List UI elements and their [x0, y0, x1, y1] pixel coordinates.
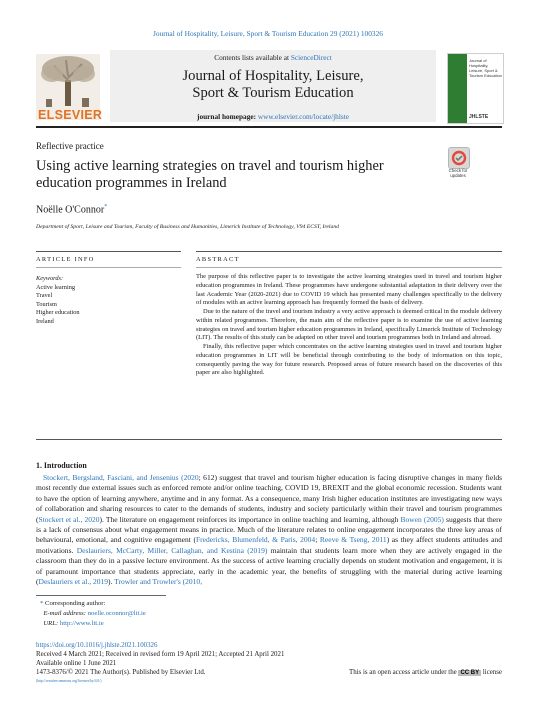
email-label: E-mail address: [43, 610, 87, 617]
intro-text: ). [99, 514, 104, 524]
author-mark[interactable]: * [104, 204, 108, 210]
cc-by-license-link[interactable]: CC BY [460, 670, 480, 676]
article-section: Reflective practice [36, 141, 104, 151]
footnote-rule [36, 595, 166, 596]
article-info-subrule [36, 267, 181, 268]
check-for-updates-button[interactable] [446, 147, 470, 178]
affiliation: Department of Sport, Leisure and Tourism, Faculty of Business and Humanities, Limerick Institute of Technology, V94 ECST, Ireland [36, 224, 340, 230]
abstract-end-rule [36, 439, 502, 440]
intro-text: ). [108, 577, 115, 587]
open-access-text: This is an open access article under the [348, 669, 457, 676]
intro-text: maintain that students learn more when they are actively engaged in the classroom than they do in a passive lecture environment. As the success of active learning crucially depends on student motivation and engagement, it is of paramount importance that students appreciate, early in the academic year, the benefits of struggling with the material during active learning ( [36, 545, 503, 587]
intro-text: ; 612) suggest that travel and tourism higher education is facing disruptive changes in many fields most recently due external issues such as enforced remote and/or online teaching, COVID 19, BREXIT and the global economic recession. Students want to have the option of learning anywhere, anytime and in any format. As a consequence, many Irish higher education institutes are investigating new ways of collaboration and sharing resources to cater to the demands of students, industry and society particularly within their travel and tourism programmes ( [36, 473, 502, 524]
journal-cover-thumbnail[interactable] [447, 53, 504, 124]
license-url[interactable]: (http://creativecommons.org/licenses/by/4.0/) [36, 679, 102, 683]
cover-stripe [448, 54, 467, 123]
copyright-line [36, 669, 502, 676]
check-updates-icon [448, 147, 470, 169]
article-info-rule [36, 251, 181, 252]
intro-text: ) as they affect students attitudes and motivations. [36, 535, 502, 555]
article-title: Using active learning strategies on travel and tourism higher education programmes in Ireland [36, 158, 384, 191]
intro-paragraph [36, 473, 502, 587]
introduction-heading: 1. Introduction [36, 461, 87, 470]
cover-abbreviation: JHLSTE [469, 114, 489, 120]
contents-line [110, 53, 436, 62]
journal-title[interactable] [110, 68, 436, 102]
header-rule [36, 126, 502, 128]
cover-title: Journal of Hospitality, Leisure, Sport & Tourism Education [469, 58, 502, 78]
keyword: Higher education [36, 309, 80, 317]
citation-link[interactable]: Trowler and Trowler's (2010, [114, 577, 203, 587]
intro-text: The literature on engagement reinforces its importance in online teaching and learning, although [105, 514, 401, 524]
introduction-body [36, 473, 502, 587]
citation-link[interactable]: Stockert et al., 2020 [38, 514, 100, 524]
footnote-corresponding [40, 599, 146, 609]
footnote-marker[interactable]: * [40, 600, 44, 607]
license-statement [349, 669, 502, 676]
journal-reference[interactable]: Journal of Hospitality, Leisure, Sport & Tourism Education 29 (2021) 100326 [153, 29, 383, 38]
license-word: license [482, 669, 502, 676]
journal-homepage [110, 112, 436, 121]
email-link[interactable]: noelle.oconnor@lit.ie [87, 610, 146, 617]
keywords-label: Keywords: [36, 275, 64, 282]
intro-text: ; [315, 535, 320, 545]
abstract-paragraph: Finally, this reflective paper which concentrates on the active learning strategies used in travel and tourism higher education programmes in LIT will be beneficial through contributing to the body of information on this topic, consequently paving the way for future research. Proposed areas of future research based on the discoveries of this paper are also highlighted. [196, 343, 502, 377]
journal-title-line2: Sport & Tourism Education [192, 85, 354, 101]
keyword: Ireland [36, 317, 54, 325]
author-name [36, 204, 107, 215]
footnote-url-line [40, 619, 146, 629]
abstract-rule [196, 251, 502, 252]
elsevier-wordmark: ELSEVIER [38, 108, 103, 122]
citation-link[interactable]: Deslauriers et al., 2019 [38, 577, 109, 587]
keyword: Tourism [36, 300, 57, 308]
abstract-heading: ABSTRACT [196, 256, 240, 263]
issn-copyright: 1473-8376/© 2021 The Author(s). Published by Elsevier Ltd. [36, 669, 206, 676]
online-date: Available online 1 June 2021 [36, 660, 117, 667]
intro-text: suggests that there is a lack of consensus about what engagement means in practice. Much of the literature relates to online engagement incorporates the three key areas of behavioural, emotional, and cognitive engagement ( [36, 514, 502, 545]
received-dates: Received 4 March 2021; Received in revised form 19 April 2021; Accepted 21 April 2021 [36, 651, 285, 658]
homepage-label: journal homepage: [197, 112, 258, 121]
sciencedirect-link[interactable]: ScienceDirect [290, 53, 332, 62]
doi-link[interactable]: https://doi.org/10.1016/j.jhlste.2021.100326 [36, 642, 158, 649]
keyword: Travel [36, 292, 53, 300]
abstract-body [196, 273, 502, 378]
contents-prefix: Contents lists available at [214, 53, 291, 62]
citation-link[interactable]: Fredericks, Blumenfeld, & Paris, 2004 [195, 535, 316, 545]
article-info-heading: ARTICLE INFO [36, 256, 95, 263]
url-label: URL: [43, 620, 59, 627]
website-link[interactable]: http://www.lit.ie [59, 620, 104, 627]
abstract-subrule [196, 267, 502, 268]
footnote-label: Corresponding author: [45, 600, 106, 607]
homepage-link[interactable]: www.elsevier.com/locate/jhlste [257, 112, 349, 121]
journal-title-line1: Journal of Hospitality, Leisure, [182, 68, 364, 84]
citation-link[interactable]: Stockert, Bergsland, Fasciani, and Jensenius (2020 [43, 473, 199, 482]
citation-link[interactable]: Bowen (2005) [400, 514, 444, 524]
author-text: Noëlle O'Connor [36, 204, 105, 216]
citation-link[interactable]: Deslauriers, McCarty, Miller, Callaghan, and Kestina (2019) [76, 545, 268, 555]
keywords-list [36, 275, 80, 327]
footnote-email-line [40, 609, 146, 619]
check-updates-label: Check for updates [448, 168, 468, 178]
citation-link[interactable]: Reeve & Tseng, 2011 [319, 535, 387, 545]
keyword: Active learning [36, 283, 75, 291]
abstract-paragraph: The purpose of this reflective paper is to investigate the active learning strategies used in travel and tourism higher education programmes in Ireland. These programmes have undergone substantial adaptation in their delivery over the last Academic Year (2020-2021) due to COVID 19 which has presented many challenges specifically to the delivery of modules with an active learning approach has frequently formed the basis of delivery. [196, 273, 502, 307]
abstract-paragraph: Due to the nature of the travel and tourism industry a very active approach is deemed critical in the module delivery within related programmes. Therefore, the main aim of the reflective paper is to examine the use of active learning strategies on travel and tourism higher education programmes in Ireland, specifically Limerick Institute of Technology (LIT). The results of this study can be adapted on other travel and tourism programmes both in Ireland and abroad. [196, 308, 502, 342]
footnote [40, 599, 146, 629]
